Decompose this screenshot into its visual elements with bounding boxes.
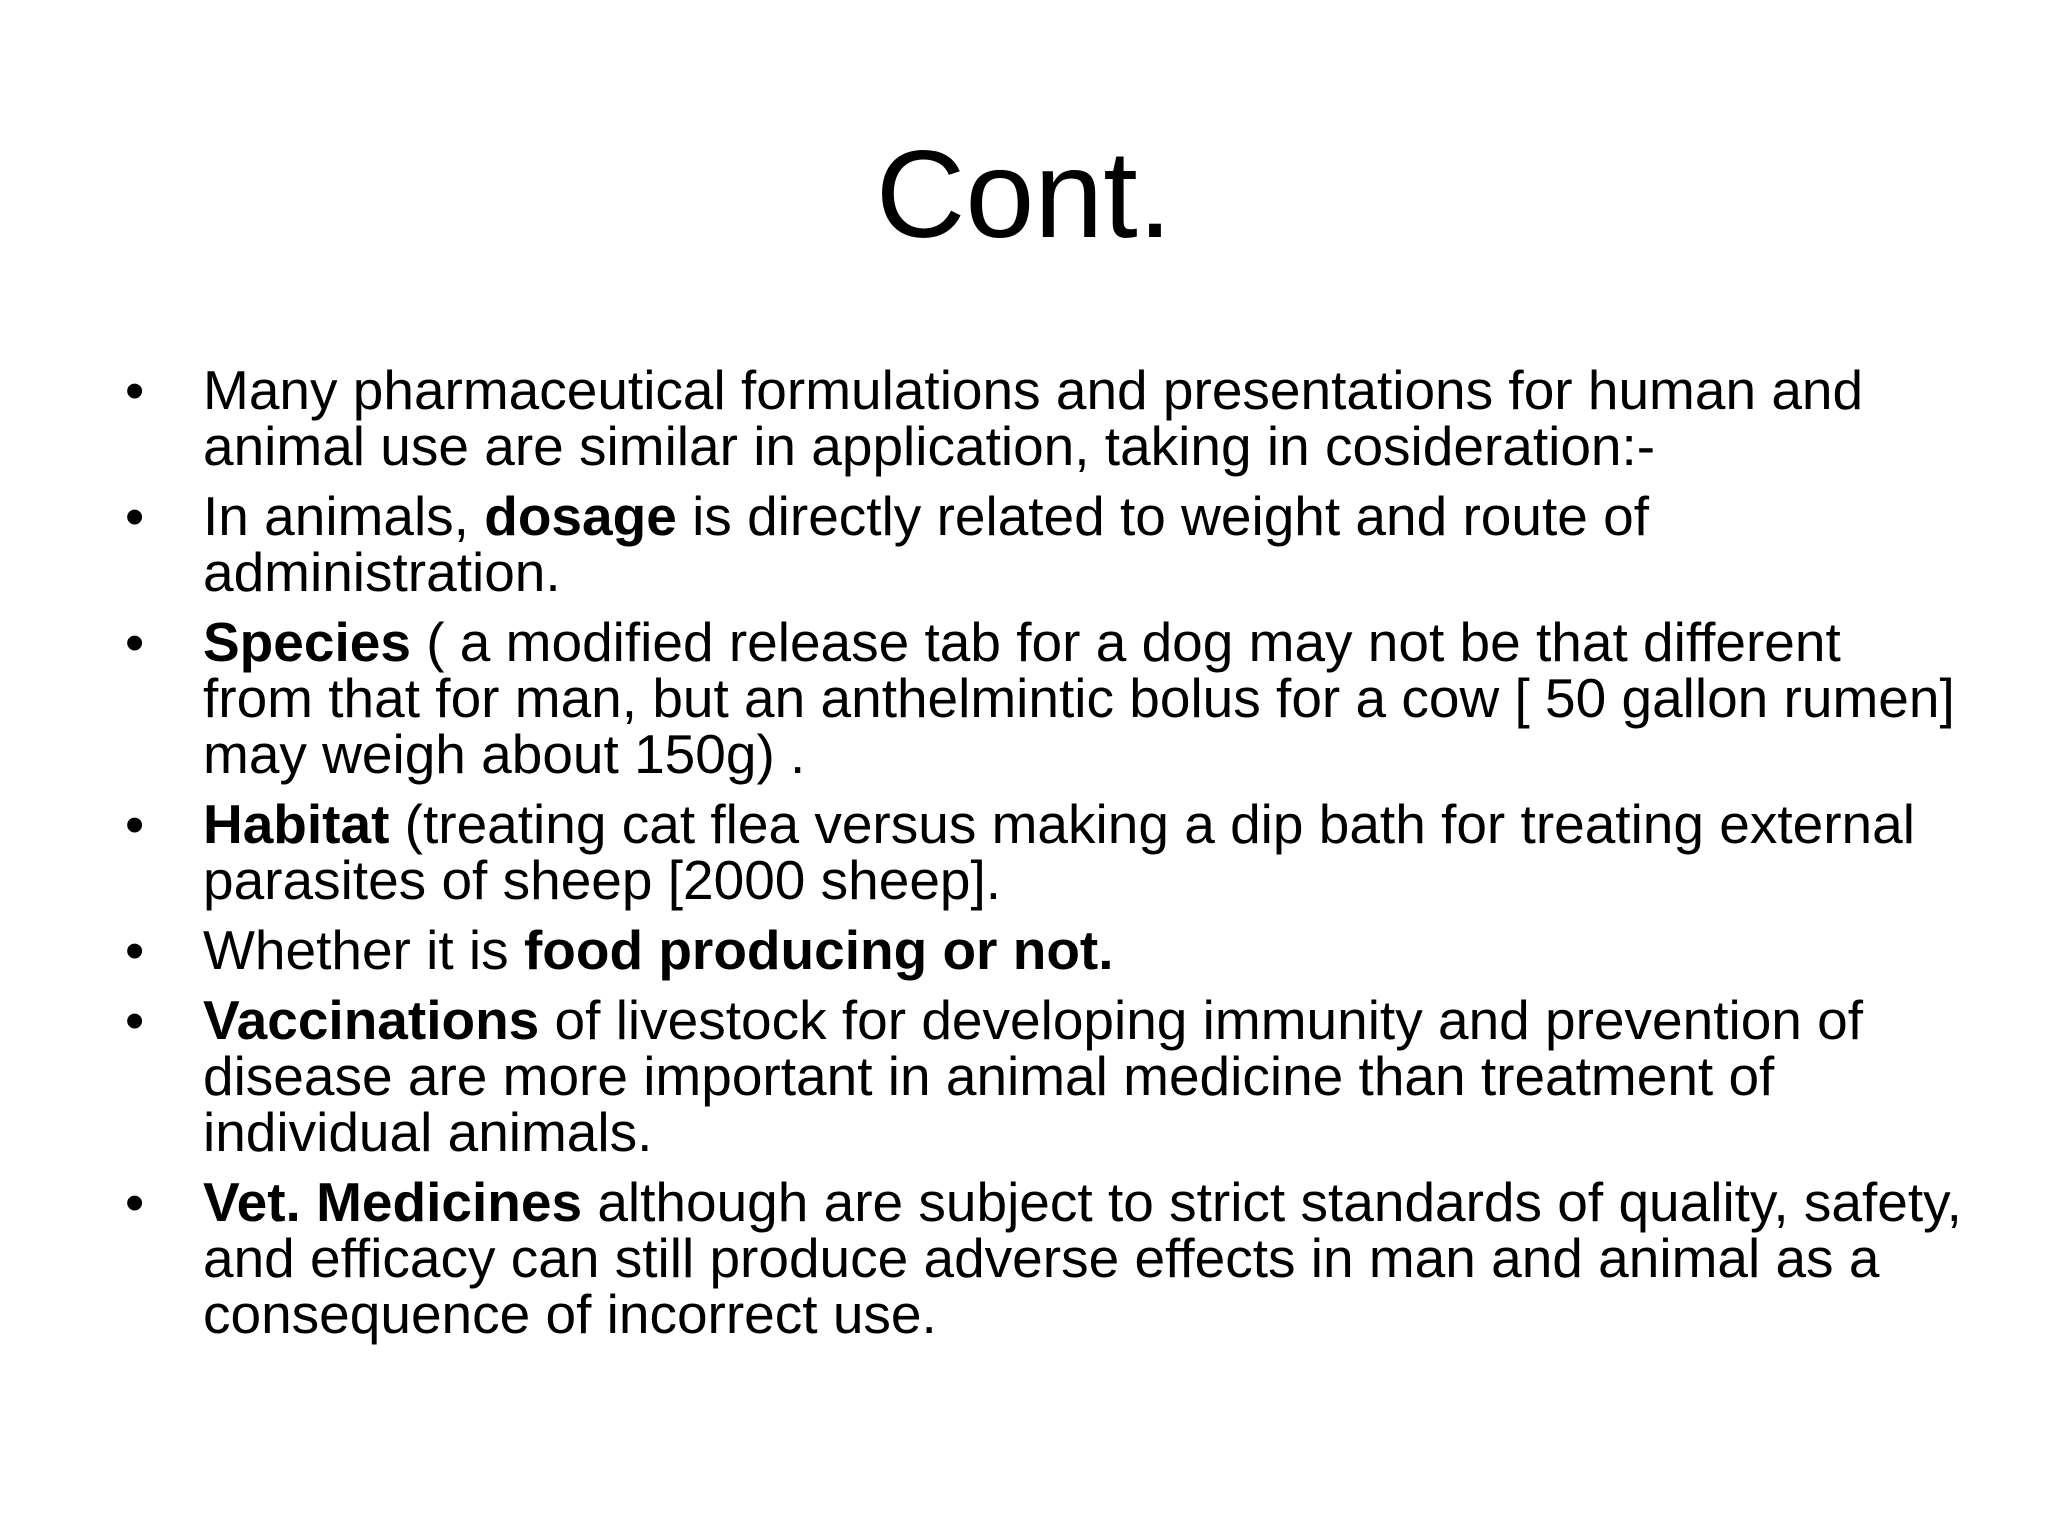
bullet-text: is directly related to weight and route of administration.: [203, 485, 1649, 603]
bullet-text: Many pharmaceutical formulations and presentations for human and animal use are similar in application, taking in cosideration:-: [203, 359, 1864, 477]
bullet-text: ( a modified release tab for a dog may not be that different from that for man, but an anthelmintic bolus for a cow [ 50 gallon rumen] may weigh about 150g) .: [203, 611, 1955, 785]
bullet-icon: •: [125, 989, 145, 1051]
bullet-item-vaccinations: [125, 989, 1965, 1163]
bullet-text: of livestock for developing immunity and prevention of disease are more important in animal medicine than treatment of individual animals.: [203, 989, 1864, 1163]
bullet-bold-term: food producing or not.: [523, 919, 1114, 981]
bullet-item-dosage: [125, 485, 1965, 603]
bullet-icon: •: [125, 359, 145, 421]
bullet-bold-term: Habitat: [203, 793, 390, 855]
bullet-bold-term: Vet. Medicines: [203, 1171, 583, 1233]
bullet-item-formulations: [125, 359, 1965, 477]
bullet-icon: •: [125, 919, 145, 981]
bullet-icon: •: [125, 1171, 145, 1233]
bullet-icon: •: [125, 793, 145, 855]
bullet-prefix: In animals,: [203, 485, 485, 547]
bullet-icon: •: [125, 485, 145, 547]
bullet-list: [125, 359, 1965, 1356]
bullet-text: (treating cat flea versus making a dip bath for treating external parasites of sheep [2000 sheep].: [203, 793, 1915, 911]
bullet-bold-term: dosage: [484, 485, 677, 547]
slide-title: Cont.: [875, 126, 1173, 264]
bullet-prefix: Whether it is: [203, 919, 524, 981]
bullet-icon: •: [125, 611, 145, 673]
bullet-item-habitat: [125, 793, 1965, 911]
bullet-bold-term: Species: [203, 611, 411, 673]
bullet-text: although are subject to strict standards of quality, safety, and efficacy can still produce adverse effects in man and animal as a consequence of incorrect use.: [203, 1171, 1962, 1345]
bullet-item-species: [125, 611, 1965, 785]
bullet-item-vet-medicines: [125, 1171, 1965, 1345]
bullet-item-food-producing: [125, 919, 1965, 981]
bullet-bold-term: Vaccinations: [203, 989, 540, 1051]
